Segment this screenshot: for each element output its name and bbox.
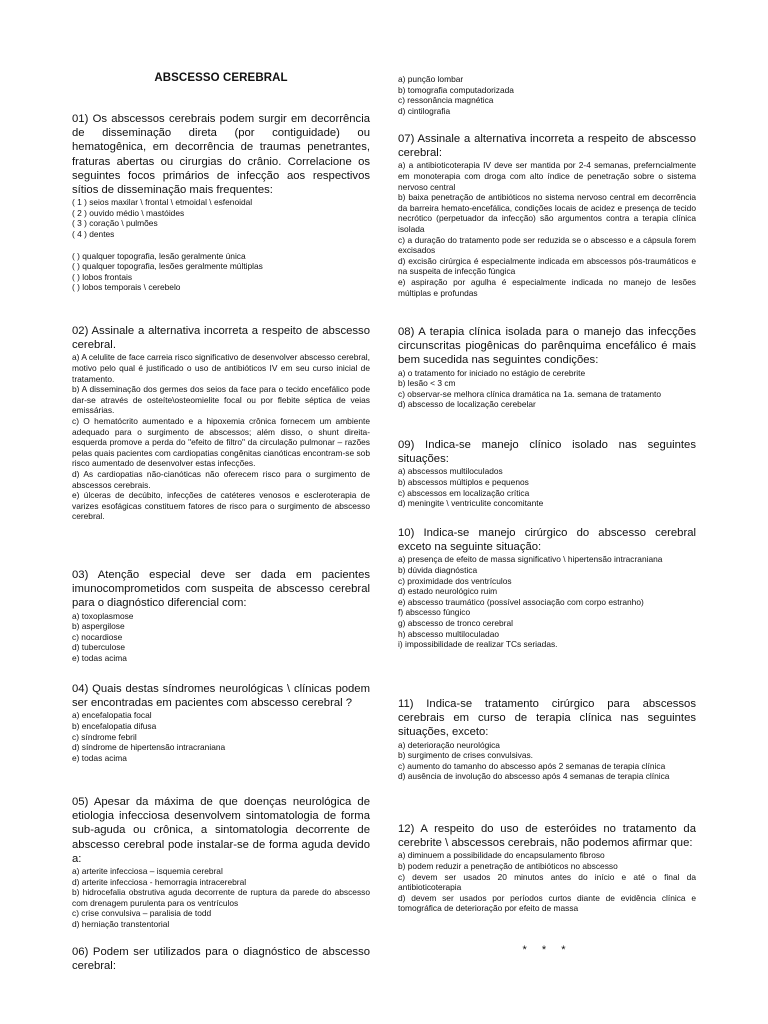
question-09-options: [398, 466, 696, 508]
question-12-stem: 12) A respeito do uso de esteróides no tratamento da cerebrite \ abscessos cerebrais, não podemos afirmar que:: [398, 823, 696, 850]
question-01-sites: [72, 251, 370, 293]
question-12-options: [398, 850, 696, 914]
option-item: e) úlceras de decúbito, infecções de catéteres venosos e escleroterapia de varizes esofágicas constituem fatores de risco para o surgimento de abscesso cerebral.: [72, 490, 370, 522]
question-08: [398, 325, 696, 410]
option-item: d) herniação transtentorial: [72, 918, 170, 929]
question-01-stem: 01) Os abscessos cerebrais podem surgir em decorrência de disseminação direta (por contiguidade) ou hematogênica, em decorrência de traumas penetrantes, fraturas abertas ou cirurgias do crânio. Correlacione os seguintes focos primários de infecção aos respectivos sítios de disseminação mais frequentes:: [72, 113, 370, 197]
option-item: c) abscessos em localização crítica: [398, 487, 530, 498]
question-06-options: [398, 74, 696, 116]
option-item: c) nocardiose: [72, 631, 123, 642]
option-item: a) A celulite de face carreia risco significativo de desenvolver abscesso cerebral, motivo pelo qual é justificado o uso de antibióticos IV em seu curso inicial de tratamento.: [72, 352, 370, 384]
option-item: g) abscesso de tronco cerebral: [398, 617, 513, 628]
option-item: a) encefalopatia focal: [72, 710, 152, 721]
option-item: d) tuberculose: [72, 642, 126, 653]
option-item: d) excisão cirúrgica é especialmente indicada em abscessos pós-traumáticos e na suspeita de infecção fúngica: [398, 255, 696, 277]
question-10: [398, 526, 696, 650]
question-03-stem: 03) Atenção especial deve ser dada em pacientes imunocomprometidos com suspeita de abscesso cerebral para o diagnóstico diferencial com:: [72, 569, 370, 610]
option-item: c) ressonância magnética: [398, 95, 494, 106]
option-item: b) encefalopatia difusa: [72, 721, 157, 731]
option-item: a) deterioração neurológica: [398, 739, 500, 750]
site-item: ( ) lobos frontais: [72, 271, 133, 282]
site-item: ( ) qualquer topografia, lesão geralmente única: [72, 250, 246, 261]
option-item: a) abscessos multiloculados: [398, 466, 503, 477]
option-item: b) aspergilose: [72, 621, 125, 632]
option-item: d) abscesso de localização cerebelar: [398, 399, 536, 410]
option-item: d) síndrome de hipertensão intracraniana: [72, 742, 226, 753]
question-11: [398, 697, 696, 782]
end-marker: * * *: [522, 944, 572, 956]
option-item: d) cintilografia: [398, 105, 451, 116]
question-02: [72, 324, 370, 522]
question-08-options: [398, 368, 696, 410]
option-item: c) devem ser usados 20 minutos antes do início e até o final da antibioticoterapia: [398, 871, 696, 893]
option-item: a) o tratamento for iniciado no estágio de cerebrite: [398, 367, 586, 378]
question-11-stem: 11) Indica-se tratamento cirúrgico para abscessos cerebrais em curso de terapia clínica nas seguintes situações, exceto:: [398, 698, 696, 739]
option-item: b) tomografia computadorizada: [398, 84, 514, 95]
question-04: [72, 682, 370, 763]
option-item: d) estado neurológico ruim: [398, 586, 498, 597]
question-04-stem: 04) Quais destas síndromes neurológicas \ clínicas podem ser encontradas em pacientes com abscesso cerebral ?: [72, 683, 370, 710]
question-02-options: [72, 352, 370, 522]
question-06-options-block: [398, 74, 696, 116]
question-10-options: [398, 554, 696, 649]
question-06-stem: 06) Podem ser utilizados para o diagnóstico de abscesso cerebral:: [72, 946, 370, 973]
option-item: b) baixa penetração de antibióticos no sistema nervoso central em decorrência da barreira hemato-encefálica, condições locais de acidez e presença de tecido necrótico (perpetuador da infecção) são argumentos contra a terapia clínica isolada: [398, 192, 696, 234]
option-item: c) a duração do tratamento pode ser reduzida se o abscesso e a cápsula forem excisados: [398, 234, 696, 256]
focus-item: ( 2 ) ouvido médio \ mastóides: [72, 207, 185, 218]
option-item: b) dúvida diagnóstica: [398, 565, 478, 575]
site-item: ( ) qualquer topografia, lesões geralmente múltiplas: [72, 261, 263, 272]
site-item: ( ) lobos temporais \ cerebelo: [72, 282, 181, 293]
option-item: c) síndrome febril: [72, 731, 137, 742]
option-item: c) aumento do tamanho do abscesso após 2 semanas de terapia clínica: [398, 760, 666, 771]
option-item: d) As cardiopatias não-cianóticas não oferecem risco para o surgimento de abscessos cerebrais.: [72, 468, 370, 490]
option-item: a) presença de efeito de massa significativo \ hipertensão intracraniana: [398, 554, 663, 565]
option-item: i) impossibilidade de realizar TCs seriadas.: [398, 639, 558, 650]
question-11-options: [398, 740, 696, 782]
option-item: a) diminuem a possibilidade do encapsulamento fibroso: [398, 850, 605, 861]
option-item: c) proximidade dos ventrículos: [398, 575, 512, 586]
focus-item: ( 4 ) dentes: [72, 229, 115, 239]
option-item: e) abscesso traumático (possível associação com corpo estranho): [398, 596, 644, 607]
focus-item: ( 3 ) coração \ pulmões: [72, 218, 158, 229]
question-07: [398, 132, 696, 298]
option-item: a) arterite infecciosa – isquemia cerebral: [72, 866, 223, 877]
option-item: e) todas acima: [72, 652, 127, 663]
question-10-stem: 10) Indica-se manejo cirúrgico do abscesso cerebral exceto na seguinte situação:: [398, 527, 696, 554]
question-01-foci: [72, 197, 370, 239]
question-07-options: [398, 160, 696, 298]
option-item: e) todas acima: [72, 752, 127, 763]
option-item: b) A disseminação dos germes dos seios da face para o tecido encefálico pode dar-se através de osteíte\osteomielite focal ou por flebite séptica de veias emissárias.: [72, 384, 370, 416]
option-item: h) abscesso multiloculadao: [398, 628, 500, 639]
option-item: a) toxoplasmose: [72, 610, 134, 621]
question-09: [398, 438, 696, 509]
option-item: c) O hematócrito aumentado e a hipoxemia crônica fornecem um ambiente adequado para o surgimento de abscessos; além disso, o shunt direita- esquerda promove a perda do "efeito de filtro" da circulação pulmonar – razões pelas quais pacientes com cardiopatias congênitas cianóticas encontram-se sob risco aumentado de desenvolver estas infecções.: [72, 415, 370, 469]
question-03: [72, 568, 370, 664]
question-04-options: [72, 710, 370, 763]
option-item: b) lesão < 3 cm: [398, 378, 456, 389]
option-item: d) arterite infecciosa - hemorragia intracerebral: [72, 876, 247, 887]
question-08-stem: 08) A terapia clínica isolada para o manejo das infecções circunscritas piogênicas do parênquima encefálico é mais bem sucedida nas seguintes condições:: [398, 326, 696, 367]
question-05-options: [72, 866, 370, 930]
option-item: e) aspiração por agulha é especialmente indicada no manejo de lesões múltiplas e profundas: [398, 276, 696, 298]
option-item: b) podem reduzir a penetração de antibióticos no abscesso: [398, 861, 618, 871]
question-01: [72, 112, 370, 293]
question-12: [398, 822, 696, 914]
option-item: d) devem ser usados por períodos curtos diante de evidência clínica e tomográfica de deterioração por efeito de massa: [398, 892, 696, 914]
option-item: a) punção lombar: [398, 74, 464, 84]
document-title: ABSCESSO CEREBRAL: [154, 72, 288, 84]
option-item: c) crise convulsiva – paralisia de todd: [72, 908, 212, 919]
option-item: c) observar-se melhora clínica dramática na 1a. semana de tratamento: [398, 388, 662, 399]
question-07-stem: 07) Assinale a alternativa incorreta a respeito de abscesso cerebral:: [398, 133, 696, 160]
option-item: f) abscesso fúngico: [398, 607, 471, 618]
option-item: d) meningite \ ventriculite concomitante: [398, 498, 544, 509]
option-item: b) hidrocefalia obstrutiva aguda decorrente de ruptura da parede do abscesso com drenagem purulenta para os ventrículos: [72, 887, 370, 908]
option-item: b) abscessos múltiplos e pequenos: [398, 477, 529, 487]
question-05-stem: 05) Apesar da máxima de que doenças neurológica de etiologia infecciosa desenvolvem sintomatologia de forma sub-aguda ou crônica, a sintomatologia decorrente de abscesso cerebral pode instalar-se de forma aguda devido a:: [72, 796, 370, 865]
question-03-options: [72, 611, 370, 664]
option-item: b) surgimento de crises convulsivas.: [398, 750, 533, 761]
option-item: a) a antibioticoterapia IV deve ser mantida por 2-4 semanas, preferncialmente em monoterapia com droga com alto índice de penetração sobre o sistema nervoso central: [398, 160, 696, 192]
question-06: [72, 945, 370, 973]
question-05: [72, 795, 370, 930]
question-02-stem: 02) Assinale a alternativa incorreta a respeito de abscesso cerebral.: [72, 325, 370, 352]
question-09-stem: 09) Indica-se manejo clínico isolado nas seguintes situações:: [398, 439, 696, 466]
option-item: d) ausência de involução do abscesso após 4 semanas de terapia clínica: [398, 771, 670, 782]
focus-item: ( 1 ) seios maxilar \ frontal \ etmoidal \ esfenoidal: [72, 197, 253, 208]
